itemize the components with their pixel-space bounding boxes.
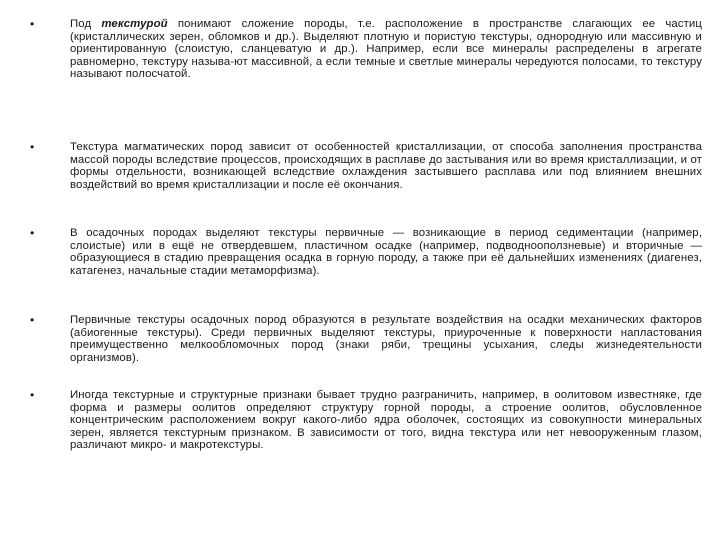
bullet-marker: •	[30, 17, 35, 31]
paragraph-text: понимают сложение породы, т.е. расположение в пространстве слагающих ее частиц (кристаллических зерен, обломков и др.). Выделяют плотную и пористую текстуры, однородную или массивную и ориентированную (слоистую, сланцеватую и др.). Например, если все минералы распределены в агрегате равномерно, текстуру называ-ют массивной, а если темные и светлые минералы чередуются полосами, то текстуру называют полосчатой.	[70, 18, 703, 81]
bullet-marker: •	[30, 313, 35, 327]
bullet-marker: •	[30, 140, 35, 154]
bullet-marker: •	[30, 388, 35, 402]
paragraph-texture-definition	[70, 18, 702, 81]
paragraph-sedimentary-texture: В осадочных породах выделяют текстуры первичные — возникающие в период седиментации (например, слоистые) или в ещё не отвердевшем, пластичном осадке (например, подводнооползневые) и вторичные — образующиеся в стадию превращения осадка в горную породу, а также при её дальнейших изменениях (диагенез, катагенез, начальные стадии метаморфизма).	[70, 227, 702, 277]
bullet-marker: •	[30, 226, 35, 240]
paragraph-primary-texture: Первичные текстуры осадочных пород образуются в результате воздействия на осадки механических факторов (абиогенные текстуры). Среди первичных выделяют текстуры, приуроченные к поверхности напластования преимущественно мелкообломочных пород (знаки ряби, трещины усыхания, следы жизнедеятельности организмов).	[70, 314, 702, 364]
term-texture: текстурой	[101, 18, 168, 30]
paragraph-texture-vs-structure: Иногда текстурные и структурные признаки бывает трудно разграничить, например, в оолитовом известняке, где форма и размеры оолитов определяют структуру горной породы, а строение оолитов, обусловленное концентрическим расположением вокруг какого-либо ядра оболочек, состоящих из совокупности минеральных зерен, является текстурным признаком. В зависимости от того, видна текстура или нет невооруженным глазом, различают микро- и макротекстуры.	[70, 389, 702, 452]
paragraph-magmatic-texture: Текстура магматических пород зависит от особенностей кристаллизации, от способа заполнения пространства массой породы вследствие процессов, происходящих в расплаве до застывания или во время кристаллизации, и от формы отдельности, возникающей вследствие охлаждения застывшего расплава или под влиянием внешних воздействий во время кристаллизации и после её окончания.	[70, 141, 702, 191]
paragraph-lead: Под	[70, 18, 102, 30]
